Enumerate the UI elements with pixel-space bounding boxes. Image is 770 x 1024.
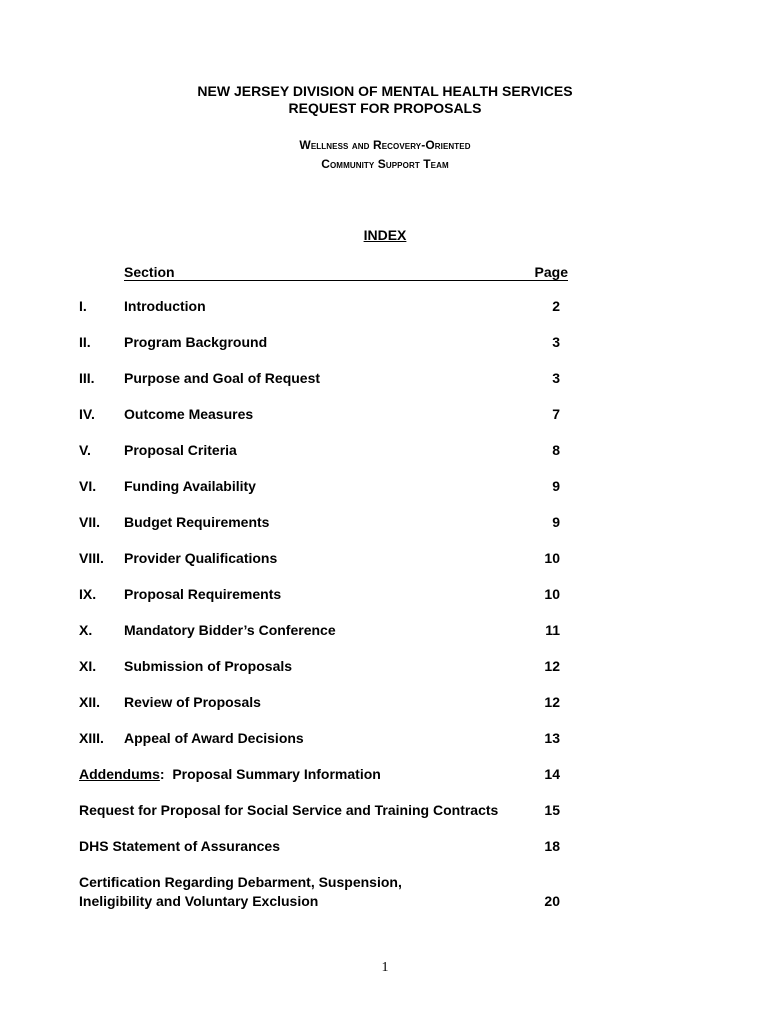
toc-row-label: Funding Availability [124, 478, 256, 494]
extra-row-page: 15 [544, 802, 560, 818]
toc-row-number: IV. [79, 406, 95, 422]
addendums-label: Addendums [79, 766, 160, 782]
title-line-1: NEW JERSEY DIVISION OF MENTAL HEALTH SERVICES [197, 83, 573, 99]
toc-row-label: Purpose and Goal of Request [124, 370, 321, 386]
certification-line-2: Ineligibility and Voluntary Exclusion [79, 893, 319, 909]
toc-row-number: VI. [79, 478, 97, 494]
toc-row-page: 10 [544, 550, 560, 566]
toc-row-page: 12 [544, 694, 560, 710]
page-column-header: Page [534, 264, 568, 280]
toc-row-page: 13 [544, 730, 560, 746]
toc-row-label: Mandatory Bidder’s Conference [124, 622, 336, 638]
toc-row-label: Submission of Proposals [124, 658, 293, 674]
toc-row-page: 3 [552, 334, 560, 350]
extra-row-page: 18 [544, 838, 560, 854]
toc-row-page: 10 [544, 586, 560, 602]
toc-row-number: XIII. [79, 730, 104, 746]
toc-row-label: Appeal of Award Decisions [124, 730, 304, 746]
extra-row-label: Request for Proposal for Social Service and Training Contracts [79, 802, 499, 818]
toc-row-number: XII. [79, 694, 101, 710]
toc-row-number: VIII. [79, 550, 104, 566]
toc-row-number: I. [79, 298, 87, 314]
toc-row-number: II. [79, 334, 91, 350]
title-line-2: REQUEST FOR PROPOSALS [288, 100, 482, 116]
toc-row-label: Proposal Requirements [124, 586, 282, 602]
toc-row-number: VII. [79, 514, 101, 530]
toc-row-label: Review of Proposals [124, 694, 261, 710]
toc-row-number: IX. [79, 586, 97, 602]
toc-row-page: 9 [552, 478, 560, 494]
certification-line-1: Certification Regarding Debarment, Suspension, [79, 874, 402, 890]
toc-row-page: 8 [552, 442, 560, 458]
addendums-colon: : [159, 766, 165, 782]
index-heading: INDEX [363, 227, 407, 243]
toc-row-page: 2 [552, 298, 560, 314]
extra-row-label: DHS Statement of Assurances [79, 838, 280, 854]
toc-row-number: XI. [79, 658, 97, 674]
toc-row-label: Outcome Measures [124, 406, 254, 422]
toc-row-label: Budget Requirements [124, 514, 270, 530]
subtitle-line-1: Wellness and Recovery-Oriented [299, 138, 471, 152]
toc-row-page: 9 [552, 514, 560, 530]
toc-row-number: V. [79, 442, 91, 458]
toc-row-label: Proposal Criteria [124, 442, 237, 458]
toc-row-page: 3 [552, 370, 560, 386]
addendums-text: Proposal Summary Information [172, 766, 381, 782]
toc-row-label: Provider Qualifications [124, 550, 278, 566]
page-number: 1 [381, 960, 389, 975]
section-column-header: Section [124, 264, 175, 280]
toc-row-page: 12 [544, 658, 560, 674]
subtitle-line-2: Community Support Team [321, 157, 449, 171]
certification-page: 20 [544, 893, 560, 909]
toc-row-label: Introduction [124, 298, 206, 314]
toc-row-page: 7 [552, 406, 560, 422]
toc-row-number: III. [79, 370, 95, 386]
addendums-page: 14 [544, 766, 560, 782]
addendums-row [79, 766, 381, 784]
index-column-headers [124, 262, 568, 281]
toc-row-label: Program Background [124, 334, 268, 350]
toc-row-number: X. [79, 622, 93, 638]
toc-row-page: 11 [545, 622, 560, 638]
